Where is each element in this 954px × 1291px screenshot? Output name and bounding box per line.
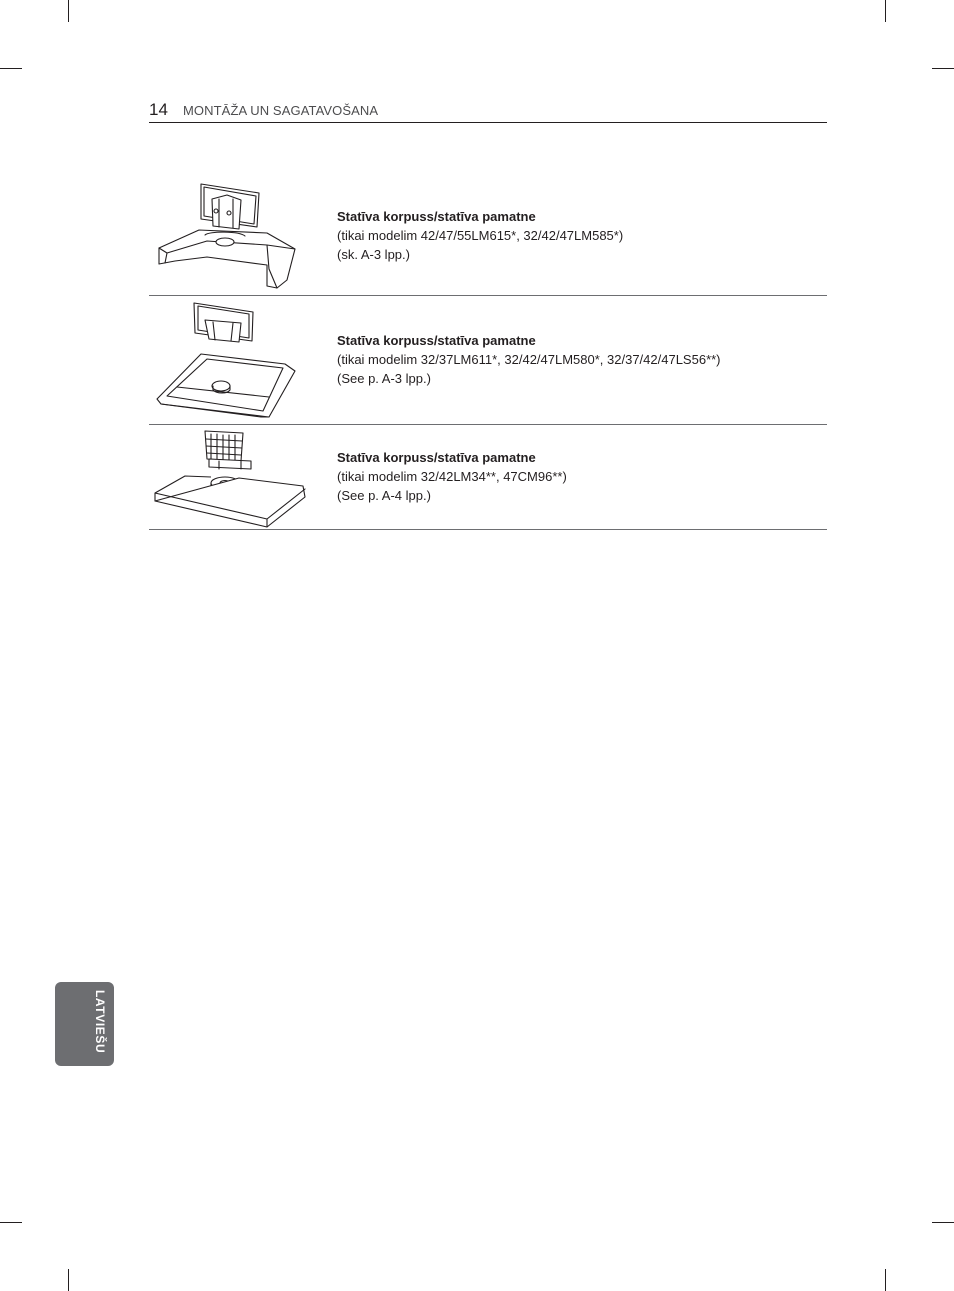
language-tab — [55, 982, 114, 1066]
item-title: Statīva korpuss/statīva pamatne — [337, 209, 536, 224]
crop-mark — [68, 0, 69, 22]
stand-body-base-icon — [149, 169, 299, 295]
section-title: MONTĀŽA UN SAGATAVOŠANA — [183, 103, 379, 118]
item-title: Statīva korpuss/statīva pamatne — [337, 450, 536, 465]
item-description — [337, 207, 623, 264]
crop-mark — [932, 1222, 954, 1223]
item-models: (tikai modelim 42/47/55LM615*, 32/42/47LM585*) — [337, 228, 624, 243]
item-models: (tikai modelim 32/42LM34**, 47CM96**) — [337, 469, 567, 484]
list-item — [149, 296, 827, 425]
item-description — [337, 448, 567, 505]
item-title: Statīva korpuss/statīva pamatne — [337, 333, 536, 348]
list-item — [149, 425, 827, 530]
language-tab-label: LATVIEŠU — [93, 990, 107, 1054]
page-number: 14 — [149, 100, 168, 119]
crop-mark — [0, 68, 22, 69]
item-reference: (See p. A-4 lpp.) — [337, 488, 431, 503]
item-reference: (sk. A-3 lpp.) — [337, 247, 410, 262]
crop-mark — [885, 0, 886, 22]
parts-list — [149, 169, 827, 530]
crop-mark — [0, 1222, 22, 1223]
item-description — [337, 331, 721, 388]
crop-mark — [885, 1269, 886, 1291]
item-reference: (See p. A-3 lpp.) — [337, 371, 431, 386]
stand-body-base-icon — [149, 296, 299, 424]
crop-mark — [932, 68, 954, 69]
list-item — [149, 169, 827, 296]
stand-body-base-icon — [149, 425, 309, 529]
page-header — [149, 100, 827, 123]
crop-mark — [68, 1269, 69, 1291]
item-models: (tikai modelim 32/37LM611*, 32/42/47LM580*, 32/37/42/47LS56**) — [337, 352, 721, 367]
